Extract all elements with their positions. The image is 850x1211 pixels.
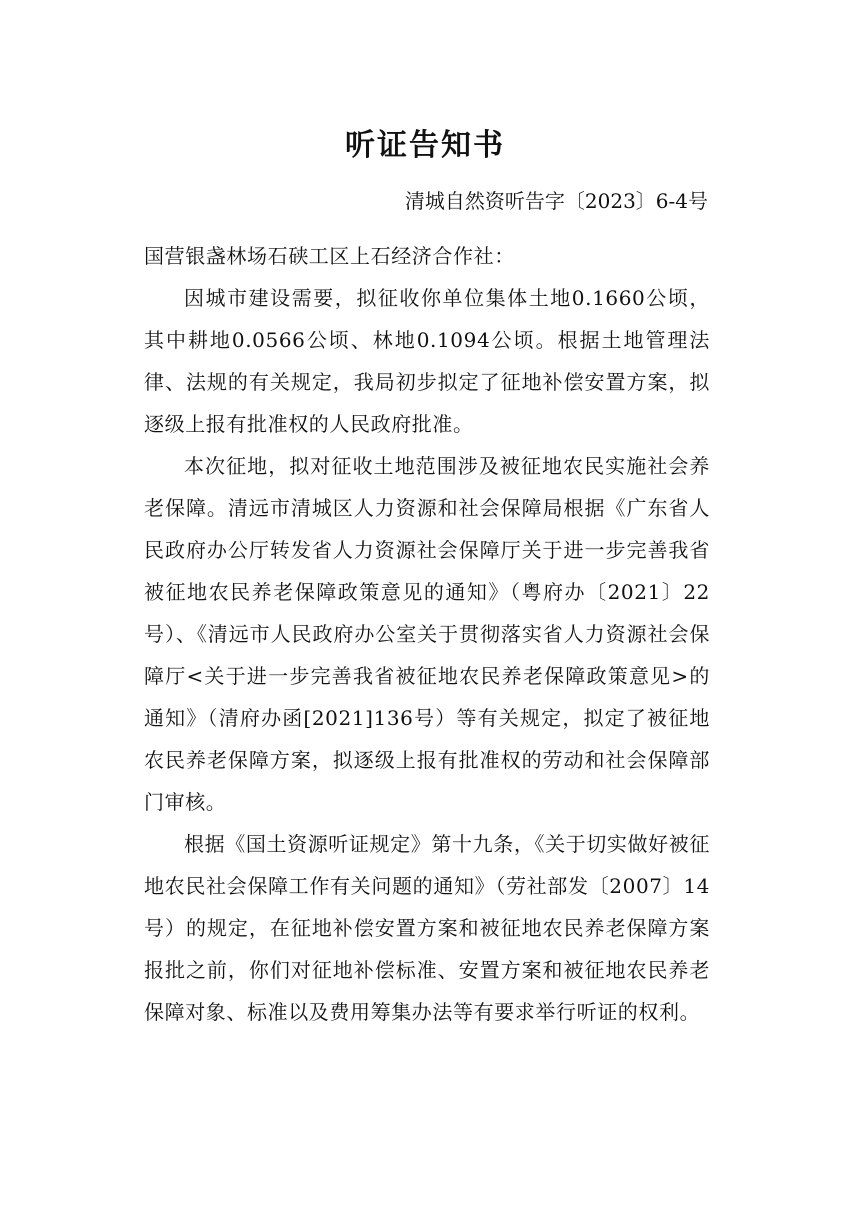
salutation: 国营银盏林场石硖工区上石经济合作社：	[144, 244, 515, 268]
document-number: 清城自然资听告字〔2023〕6-4号	[404, 189, 708, 213]
document-body	[144, 235, 710, 1033]
paragraph-hearing-rights: 根据《国土资源听证规定》第十九条，《关于切实做好被征地农民社会保障工作有关问题的通知》（劳社部发〔2007〕14号）的规定，在征地补偿安置方案和被征地农民养老保障方案报批之前，你们对征地补偿标准、安置方案和被征地农民养老保障对象、标准以及费用筹集办法等有要求举行听证的权利。	[144, 832, 710, 1024]
document-title: 听证告知书	[345, 128, 505, 163]
paragraph-land-requisition: 因城市建设需要，拟征收你单位集体土地0.1660公顷，其中耕地0.0566公顷、林地0.1094公顷。根据土地管理法律、法规的有关规定，我局初步拟定了征地补偿安置方案，拟逐级上报有批准权的人民政府批准。	[144, 286, 710, 436]
paragraph-pension-security: 本次征地，拟对征收土地范围涉及被征地农民实施社会养老保障。清远市清城区人力资源和社会保障局根据《广东省人民政府办公厅转发省人力资源社会保障厅关于进一步完善我省被征地农民养老保障政策意见的通知》（粤府办〔2021〕22号）、《清远市人民政府办公室关于贯彻落实省人力资源社会保障厅<关于进一步完善我省被征地农民养老保障政策意见>的通知》（清府办函[2021]136号）等有关规定，拟定了被征地农民养老保障方案，拟逐级上报有批准权的劳动和社会保障部门审核。	[144, 454, 710, 814]
